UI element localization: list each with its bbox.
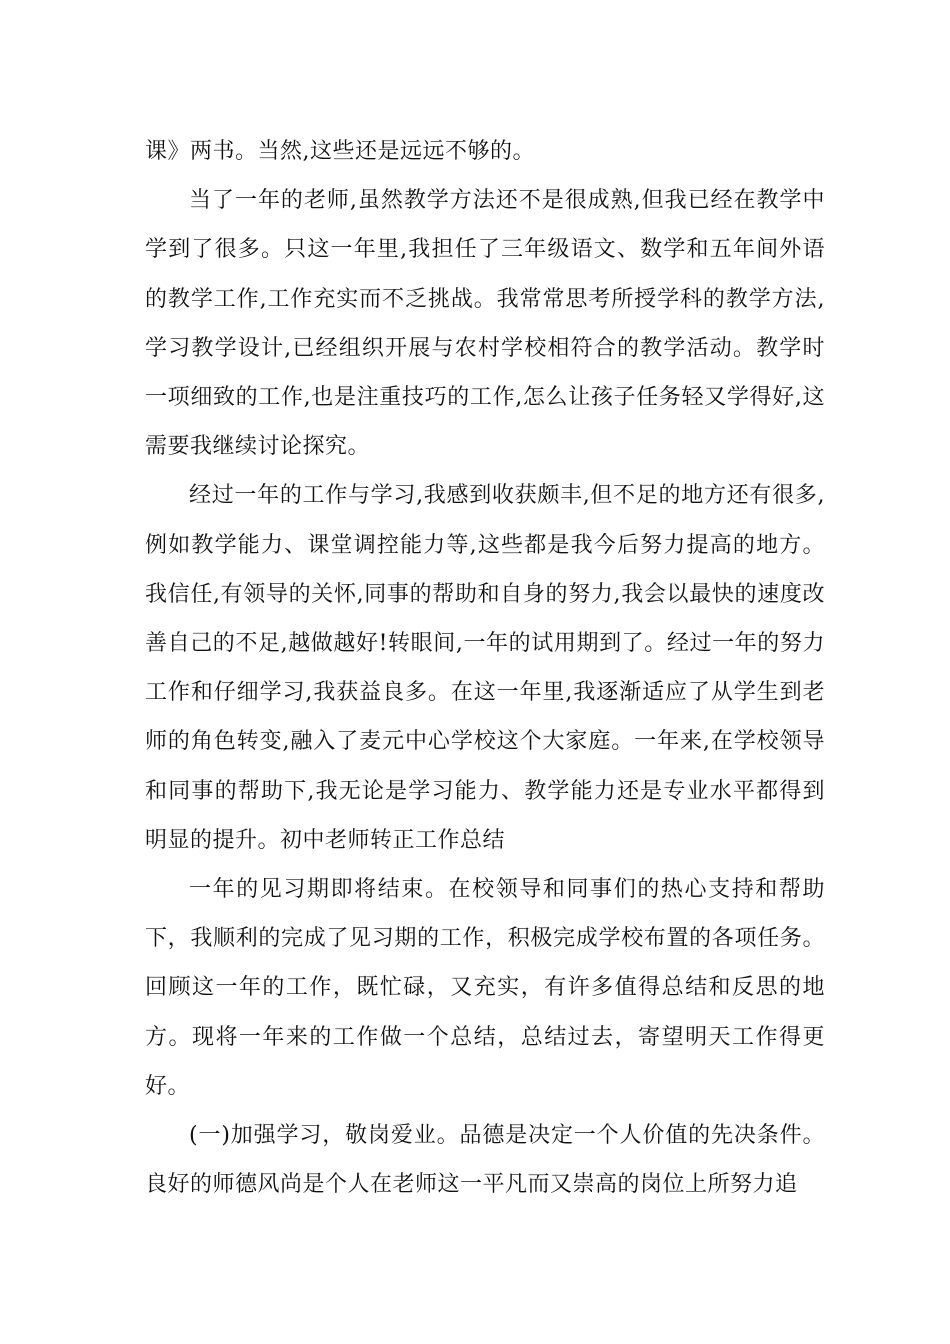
document-body — [145, 127, 825, 1209]
paragraph-probation-summary: 一年的见习期即将结束。在校领导和同事们的热心支持和帮助下，我顺利的完成了见习期的工作，积极完成学校布置的各项任务。回顾这一年的工作，既忙碌，又充实，有许多值得总结和反思的地方。现将一年来的工作做一个总结，总结过去，寄望明天工作得更好。 — [145, 877, 825, 1099]
paragraph-study-and-dedication: (一)加强学习，敬岗爱业。品德是决定一个人价值的先决条件。良好的师德风尚是个人在老师这一平凡而又崇高的岗位上所努力追 — [145, 1123, 825, 1198]
paragraph-teaching-experience: 当了一年的老师,虽然教学方法还不是很成熟,但我已经在教学中学到了很多。只这一年里,我担任了三年级语文、数学和五年间外语的教学工作,工作充实而不乏挑战。我常常思考所授学科的教学方法,学习教学设计,已经组织开展与农村学校相符合的教学活动。教学时一项细致的工作,也是注重技巧的工作,怎么让孩子任务轻又学得好,这需要我继续讨论探究。 — [145, 188, 825, 460]
paragraph-year-review: 经过一年的工作与学习,我感到收获颇丰,但不足的地方还有很多,例如教学能力、课堂调控能力等,这些都是我今后努力提高的地方。我信任,有领导的关怀,同事的帮助和自身的努力,我会以最快的速度改善自己的不足,越做越好!转眼间,一年的试用期到了。经过一年的努力工作和仔细学习,我获益良多。在这一年里,我逐渐适应了从学生到老师的角色转变,融入了麦元中心学校这个大家庭。一年来,在学校领导和同事的帮助下,我无论是学习能力、教学能力还是专业水平都得到明显的提升。初中老师转正工作总结 — [145, 483, 825, 853]
paragraph-continuation: 课》两书。当然,这些还是远远不够的。 — [145, 139, 535, 164]
